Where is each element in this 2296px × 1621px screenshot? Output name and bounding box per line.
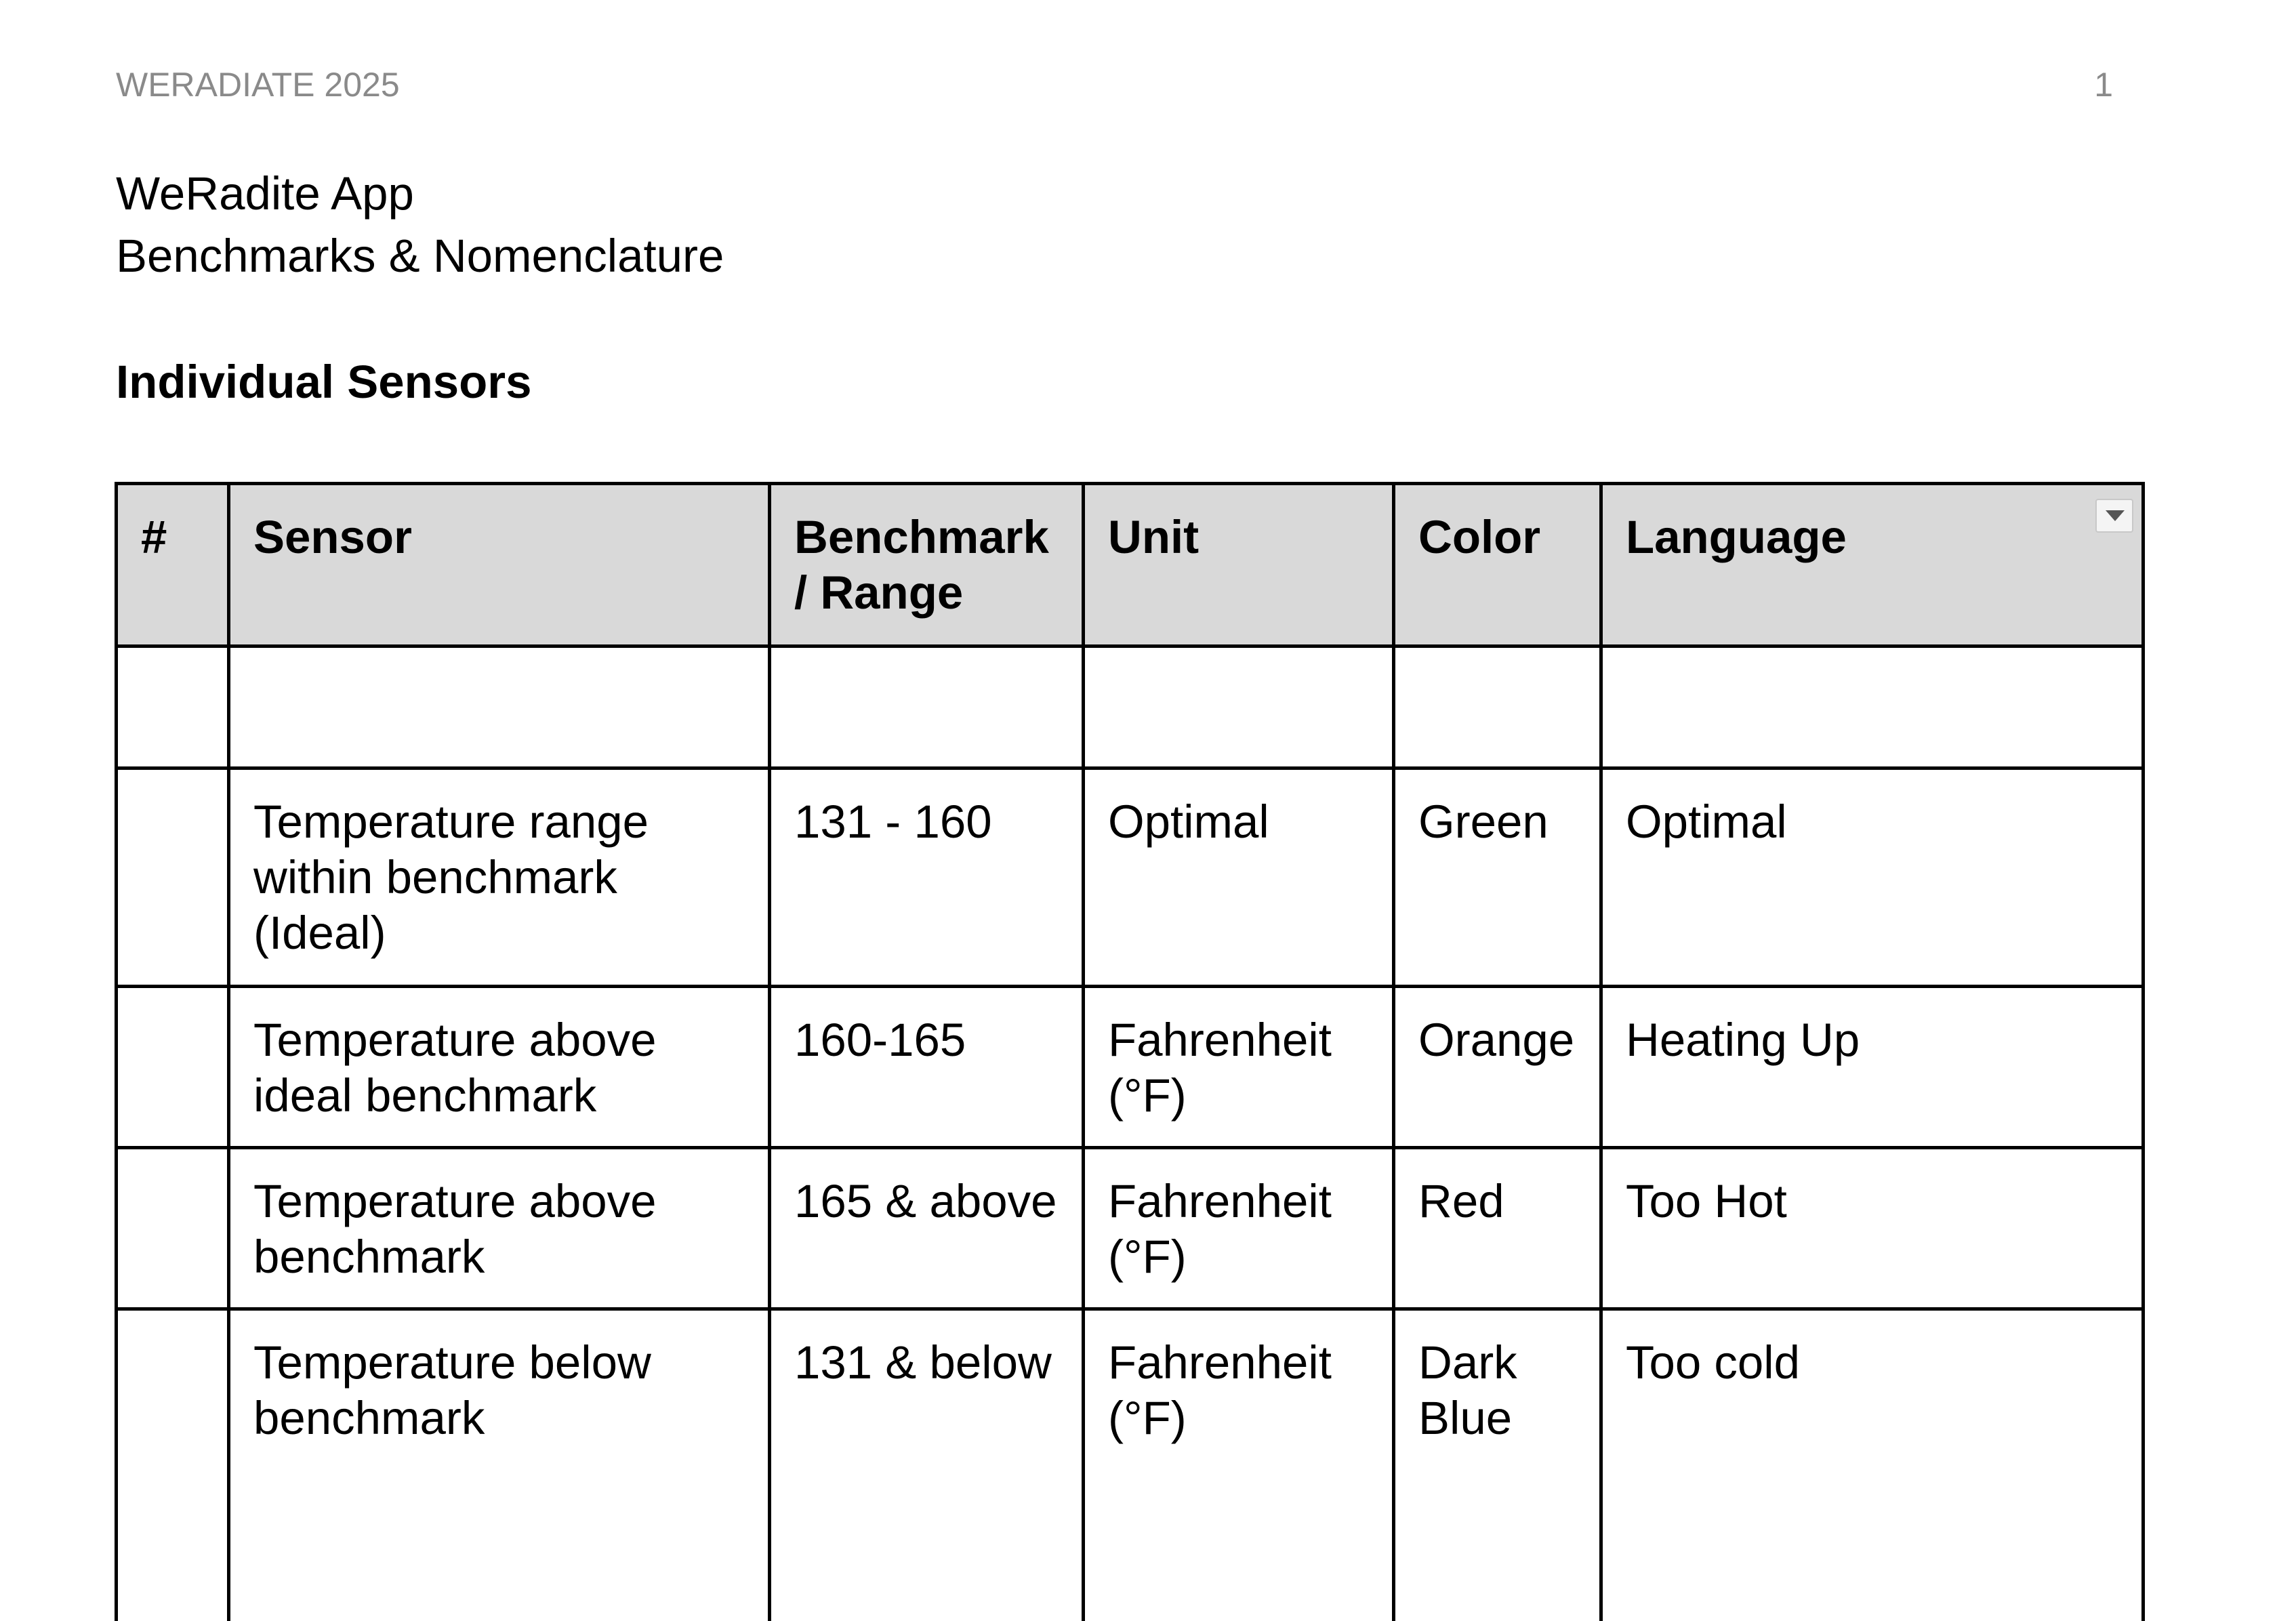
title-line-subtitle: Benchmarks & Nomenclature <box>116 230 724 282</box>
table-row <box>117 647 2144 768</box>
table-row <box>117 1148 2144 1309</box>
cell-sensor[interactable]: Temperature above ideal benchmark <box>229 987 770 1148</box>
table-row <box>117 987 2144 1148</box>
cell-language[interactable]: Too cold <box>1601 1309 2144 1621</box>
dropdown-arrow-icon[interactable] <box>2095 499 2133 533</box>
cell-color[interactable]: Red <box>1394 1148 1601 1309</box>
cell-language[interactable] <box>1601 647 2144 768</box>
cell-unit[interactable] <box>1084 647 1394 768</box>
column-header-color: Color <box>1394 484 1601 647</box>
cell-language[interactable]: Optimal <box>1601 768 2144 987</box>
cell-color[interactable]: Green <box>1394 768 1601 987</box>
column-header-language <box>1601 484 2144 647</box>
column-header-language-label: Language <box>1626 511 1847 563</box>
cell-number[interactable] <box>117 1309 229 1621</box>
cell-benchmark[interactable]: 160-165 <box>770 987 1084 1148</box>
column-header-number: # <box>117 484 229 647</box>
cell-unit[interactable]: Fahrenheit (°F) <box>1084 987 1394 1148</box>
cell-language[interactable]: Heating Up <box>1601 987 2144 1148</box>
table-header-row <box>117 484 2144 647</box>
table-row <box>117 768 2144 987</box>
cell-color[interactable] <box>1394 647 1601 768</box>
cell-color[interactable]: Dark Blue <box>1394 1309 1601 1621</box>
column-header-sensor: Sensor <box>229 484 770 647</box>
cell-sensor[interactable]: Temperature above benchmark <box>229 1148 770 1309</box>
cell-benchmark[interactable]: 165 & above <box>770 1148 1084 1309</box>
table-row <box>117 1309 2144 1621</box>
cell-number[interactable] <box>117 768 229 987</box>
cell-sensor[interactable]: Temperature below benchmark <box>229 1309 770 1621</box>
cell-color[interactable]: Orange <box>1394 987 1601 1148</box>
cell-language[interactable]: Too Hot <box>1601 1148 2144 1309</box>
title-line-app: WeRadite App <box>116 167 414 220</box>
cell-unit[interactable]: Fahrenheit (°F) <box>1084 1148 1394 1309</box>
cell-number[interactable] <box>117 987 229 1148</box>
cell-unit[interactable]: Optimal <box>1084 768 1394 987</box>
column-header-benchmark: Benchmark / Range <box>770 484 1084 647</box>
page-number: 1 <box>2094 66 2113 104</box>
cell-number[interactable] <box>117 1148 229 1309</box>
cell-sensor[interactable] <box>229 647 770 768</box>
cell-benchmark[interactable]: 131 - 160 <box>770 768 1084 987</box>
cell-sensor[interactable]: Temperature range within benchmark (Ideal) <box>229 768 770 987</box>
section-heading: Individual Sensors <box>116 356 532 408</box>
document-title <box>116 163 724 287</box>
running-header: WERADIATE 2025 <box>116 66 400 104</box>
cell-unit[interactable]: Fahrenheit (°F) <box>1084 1309 1394 1621</box>
cell-benchmark[interactable] <box>770 647 1084 768</box>
cell-benchmark[interactable]: 131 & below <box>770 1309 1084 1621</box>
sensors-table <box>115 482 2145 1621</box>
column-header-unit: Unit <box>1084 484 1394 647</box>
cell-number[interactable] <box>117 647 229 768</box>
